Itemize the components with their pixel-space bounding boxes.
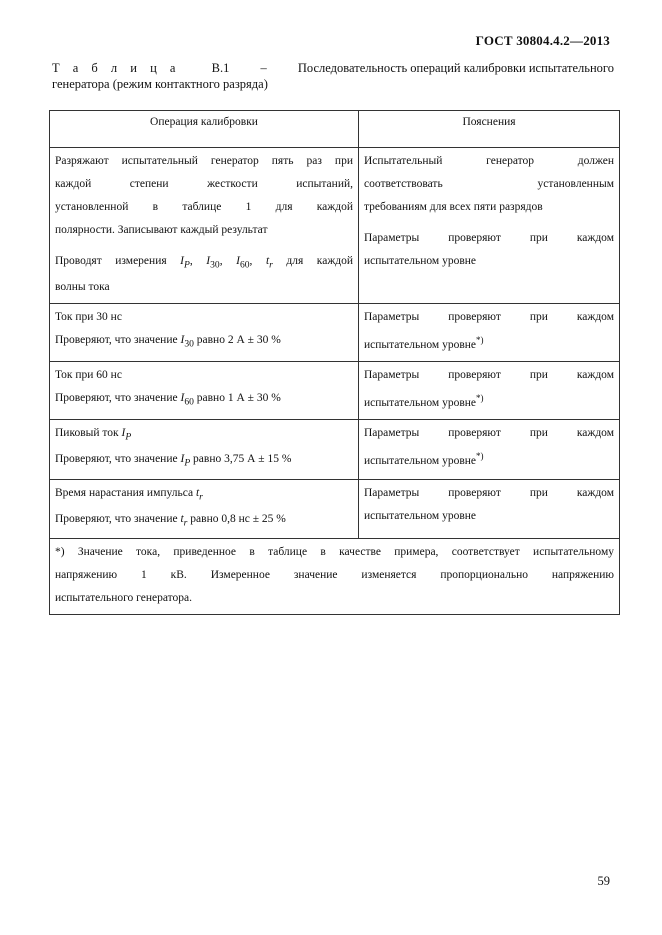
- text-fragment: Проводят измерения: [55, 255, 167, 267]
- text-line: Испытательный генератор должен: [364, 155, 614, 167]
- caption-text-line1: Последовательность операций калибровки испытательного: [297, 61, 614, 75]
- row-title: Пиковый ток $I_P$: [55, 426, 132, 443]
- text-line: Параметры проверяют при каждом: [364, 311, 614, 324]
- page-number: 59: [597, 874, 610, 888]
- caption-label: Т а б л и ц а: [52, 61, 181, 75]
- text-line: испытательном уровне*): [364, 393, 484, 409]
- symbol-ip: $I_P$: [180, 453, 191, 469]
- footnote-line: испытательного генератора.: [55, 592, 193, 605]
- caption-dash: –: [260, 61, 267, 75]
- caption-number: В.1: [211, 61, 230, 75]
- cell-notes: [359, 304, 620, 362]
- table-row: [50, 479, 620, 539]
- text-line: требованиям для всех пяти разрядов: [364, 201, 543, 213]
- cell-notes: [359, 419, 620, 479]
- table-row: [50, 148, 620, 304]
- document-code: ГОСТ 30804.4.2—2013: [475, 33, 610, 48]
- text-line: испытательном уровне*): [364, 450, 484, 467]
- table-row: [50, 304, 620, 362]
- text-line: Разряжают испытательный генератор пять раз при: [55, 155, 353, 167]
- symbol-ip: $I_P$,: [180, 255, 193, 271]
- check-line: Проверяют, что значение $I_{60}$ равно 1 А ± 30 %: [55, 392, 281, 408]
- table-row: [50, 362, 620, 420]
- cell-notes: [359, 148, 620, 304]
- row-title: Время нарастания импульса $t_r$: [55, 486, 203, 502]
- table-header-row: [50, 111, 620, 148]
- cell-operation: [50, 362, 359, 420]
- table-row: [50, 419, 620, 479]
- cell-operation: [50, 419, 359, 479]
- text-line: испытательном уровне: [364, 509, 477, 522]
- text-line: испытательном уровне*): [364, 335, 484, 352]
- footnote-ref: *): [476, 393, 484, 404]
- check-line: Проверяют, что значение $I_P$ равно 3,75 А ± 15 %: [55, 453, 292, 469]
- check-line: Проверяют, что значение $t_r$ равно 0,8 нс ± 25 %: [55, 512, 286, 529]
- measurement-line: [55, 250, 353, 276]
- symbol-i60: $I_{60}$,: [236, 255, 253, 271]
- text-line: Параметры проверяют при каждом: [364, 369, 614, 382]
- text-fragment: для каждой: [286, 255, 354, 267]
- symbol-tr: $t_r$: [180, 512, 188, 529]
- footnote-line: *) Значение тока, приведенное в таблице в качестве примера, соответствует испытательному: [55, 546, 614, 559]
- text-line: Параметры проверяют при каждом: [364, 486, 614, 499]
- cell-notes: [359, 362, 620, 420]
- cell-operation: [50, 148, 359, 304]
- cell-operation: [50, 479, 359, 539]
- symbol-i30: $I_{30}$,: [206, 255, 223, 271]
- footnote-cell: [50, 539, 620, 615]
- row-title: Ток при 30 нс: [55, 311, 122, 324]
- table-caption: [52, 60, 614, 92]
- text-line: волны тока: [55, 281, 110, 294]
- check-line: Проверяют, что значение $I_{30}$ равно 2 А ± 30 %: [55, 334, 281, 350]
- caption-text-line2: генератора (режим контактного разряда): [52, 77, 268, 91]
- column-header-notes: Пояснения: [359, 111, 620, 148]
- text-line: соответствовать установленным: [364, 178, 614, 190]
- symbol-i60: $I_{60}$: [180, 392, 194, 408]
- footnote-row: [50, 539, 620, 615]
- cell-notes: [359, 479, 620, 539]
- footnote-line: напряжению 1 кВ. Измеренное значение изменяется пропорционально напряжению: [55, 569, 614, 582]
- footnote-ref: *): [476, 335, 484, 346]
- cell-operation: [50, 304, 359, 362]
- footnote-ref: *): [476, 450, 484, 461]
- text-line: полярности. Записывают каждый результат: [55, 224, 268, 236]
- text-line: Параметры проверяют при каждом: [364, 232, 614, 244]
- symbol-i30: $I_{30}$: [180, 334, 194, 350]
- symbol-tr: $t_r$: [265, 255, 273, 271]
- row-title: Ток при 60 нс: [55, 369, 122, 382]
- column-header-operation: Операция калибровки: [50, 111, 359, 148]
- text-line: Параметры проверяют при каждом: [364, 426, 614, 439]
- text-line: каждой степени жесткости испытаний,: [55, 178, 353, 190]
- calibration-table: [49, 110, 620, 615]
- text-line: испытательном уровне: [364, 255, 477, 267]
- text-line: установленной в таблице 1 для каждой: [55, 201, 353, 213]
